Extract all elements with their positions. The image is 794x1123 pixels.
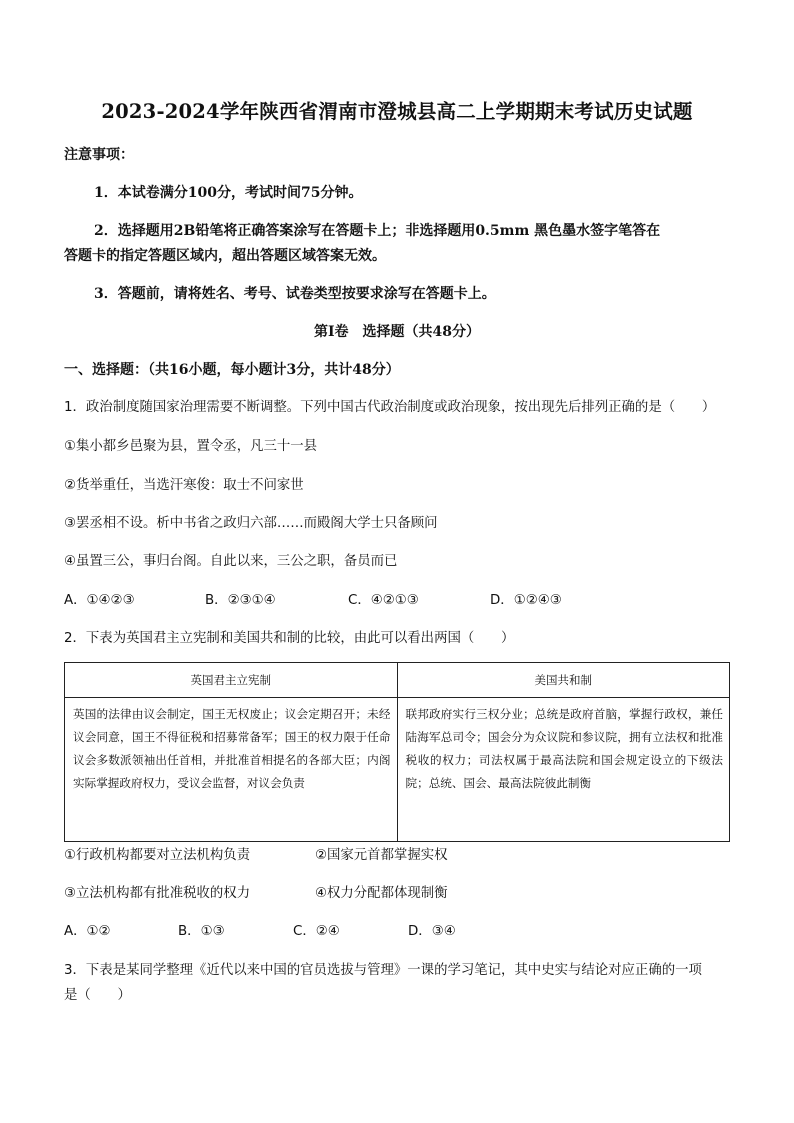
part-heading: 一、选择题：（共16小题，每小题计3分，共计48分） — [64, 362, 400, 378]
q2-option-c[interactable]: C．②④ — [293, 924, 340, 939]
q2-item-3: ③立法机构都有批准税收的权力 — [64, 886, 251, 901]
notice-item-2-cont: 答题卡的指定答题区域内，超出答题区域答案无效。 — [64, 248, 386, 264]
table-header-us: 美国共和制 — [397, 663, 730, 698]
q2-item-2: ②国家元首都掌握实权 — [315, 848, 448, 863]
q2-stem: 2．下表为英国君主立宪制和美国共和制的比较，由此可以看出两国（ ） — [64, 631, 515, 646]
notice-item-2: 2．选择题用2B铅笔将正确答案涂写在答题卡上；非选择题用0.5mm 黑色墨水签字笔答在 — [94, 223, 661, 239]
q1-option-a[interactable]: A．①④②③ — [64, 593, 135, 608]
q1-stem: 1．政治制度随国家治理需要不断调整。下列中国古代政治制度或政治现象，按出现先后排列正确的是（ ） — [64, 400, 716, 415]
q3-stem: 3．下表是某同学整理《近代以来中国的官员选拔与管理》一课的学习笔记，其中史实与结论对应正确的一项 — [64, 963, 702, 978]
q1-item-1: ①集小都乡邑聚为县，置令丞，凡三十一县 — [64, 439, 318, 454]
q1-option-d[interactable]: D．①②④③ — [490, 593, 562, 608]
q1-item-4: ④虽置三公，事归台阁。自此以来，三公之职，备员而已 — [64, 554, 398, 569]
q2-option-b[interactable]: B．①③ — [178, 924, 225, 939]
q2-option-a[interactable]: A．①② — [64, 924, 111, 939]
notice-item-1: 1．本试卷满分100分，考试时间75分钟。 — [94, 185, 363, 201]
table-header-uk: 英国君主立宪制 — [65, 663, 398, 698]
page-title: 2023-2024学年陕西省渭南市澄城县高二上学期期末考试历史试题 — [101, 100, 693, 123]
notice-item-3: 3．答题前，请将姓名、考号、试卷类型按要求涂写在答题卡上。 — [94, 286, 496, 302]
table-cell-uk: 英国的法律由议会制定，国王无权废止；议会定期召开；未经议会同意，国王不得征税和招募常备军；国王的权力限于任命议会多数派领袖出任首相，并批准首相提名的各部大臣；内阁实际掌握政府权力，受议会监督，对议会负责 — [65, 698, 398, 842]
notice-heading: 注意事项： — [64, 147, 134, 163]
q2-option-d[interactable]: D．③④ — [408, 924, 456, 939]
q1-option-b[interactable]: B．②③①④ — [205, 593, 276, 608]
table-cell-us: 联邦政府实行三权分业；总统是政府首脑，掌握行政权，兼任陆海军总司令；国会分为众议院和参议院，拥有立法权和批准税收的权力；司法权属于最高法院和国会规定设立的下级法院；总统、国会、最高法院彼此制衡 — [397, 698, 730, 842]
section-title: 第Ⅰ卷 选择题（共48分） — [313, 324, 481, 340]
q3-stem-cont: 是（ ） — [64, 988, 131, 1003]
q2-item-4: ④权力分配都体现制衡 — [315, 886, 448, 901]
comparison-table — [64, 662, 730, 842]
q1-item-3: ③罢丞相不设。析中书省之政归六部……而殿阁大学士只备顾问 — [64, 516, 438, 531]
q1-item-2: ②货举重任，当选汗寒俊：取士不问家世 — [64, 478, 304, 493]
q1-option-c[interactable]: C．④②①③ — [348, 593, 419, 608]
q2-item-1: ①行政机构都要对立法机构负责 — [64, 848, 251, 863]
